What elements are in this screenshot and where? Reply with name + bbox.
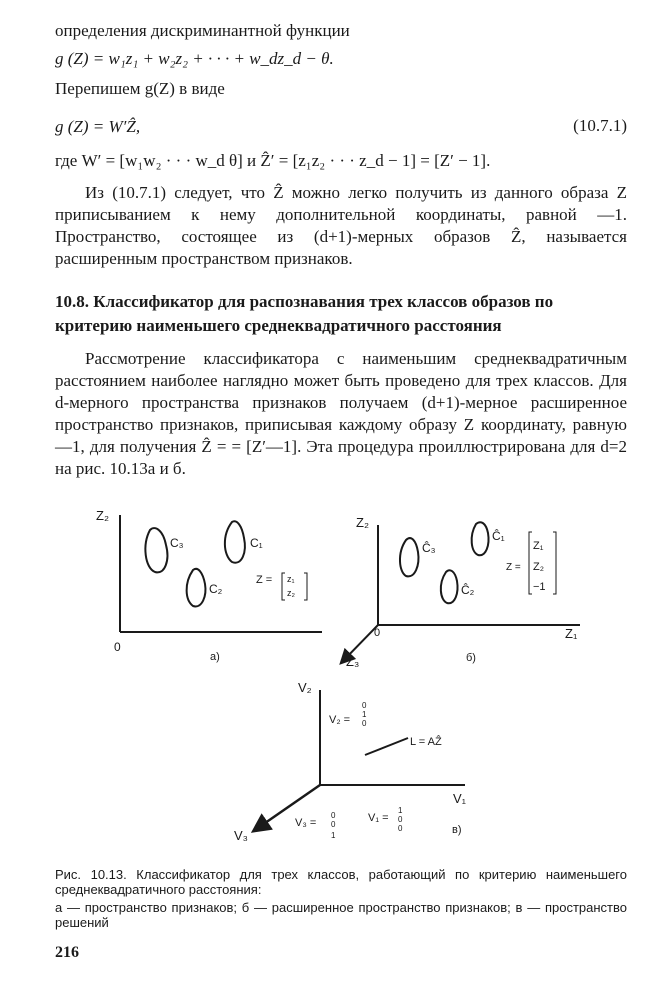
fig-a-bracket-left [282,573,285,600]
paragraph-2: Рассмотрение классификатора с наименьшим среднеквадратичным расстоянием наиболее наглядно может быть проведено для трех классов. Для d-мерного пространства признаков получаем (d+1)-мерное расширенное пространство признаков, приписывая каждому образу Z координату, равную —1, для получения Ẑ = = [Z′—1]. Эта процедура проиллюстрирована для d=2 на рис. 10.13a и б. [55,349,627,478]
equation-g: g (Z) = w₁z₁ + w₂z₂ + · · · + w_dz_d − θ. [55,49,334,68]
fig-a-label-c3: C₃ [170,536,184,550]
fig-b-sublabel: б) [466,652,476,664]
fig-c-axis-x-label: V₁ [453,791,467,806]
fig-b-origin: 0 [374,627,381,639]
fig-a-origin: 0 [114,640,121,654]
figure-c [234,680,467,843]
paragraph-1: Из (10.7.1) следует, что Ẑ можно легко получить из данного образа Z приписыванием к нему дополнительной координаты, равной —1. Пространство, состоящее из (d+1)-мерных образов Ẑ, называется расширенным пространством признаков. [55,183,627,268]
fig-b-label-c3: Ĉ₃ [422,541,436,555]
fig-b-cluster-c2 [441,570,458,603]
fig-b-vector-label: Z = [506,562,521,573]
fig-c-v1-vec-0: 1 [398,806,403,815]
fig-c-axis-z-label: V₃ [234,828,248,843]
fig-c-line-label: L = AẐ [410,736,442,748]
fig-c-v3-label: V₃ = [295,817,317,829]
fig-c-v1-vec-2: 0 [398,824,403,833]
fig-a-cluster-c1 [225,521,245,562]
fig-b-bracket-left [529,532,532,594]
fig-c-v3-vec-1: 0 [331,820,336,829]
section-heading: 10.8. Классификатор для распознавания трех классов образов по критерию наименьшего среднеквадратичного расстояния [55,292,554,335]
fig-b-cluster-c1 [472,522,489,555]
fig-a-bracket-right [304,573,307,600]
fig-c-sublabel: в) [452,824,462,836]
figure-caption-title: Рис. 10.13. Классификатор для трех классов, работающий по критерию наименьшего среднеквадратичного расстояния: [55,867,627,897]
fig-c-axis-y-label: V₂ [298,680,312,695]
fig-c-v3-vec-2: 1 [331,831,336,840]
fig-c-v2-label: V₂ = [329,714,351,726]
fig-c-v2-vec-0: 0 [362,701,367,710]
fig-b-axis-x-label: Z₁ [565,626,578,641]
fig-c-v2-vec-2: 0 [362,719,367,728]
page-number: 216 [55,944,79,961]
fig-b-cluster-c3 [400,538,418,576]
fig-c-v1-label: V₁ = [368,812,389,824]
fig-a-vector-bottom: z₂ [287,588,295,598]
fig-c-decision-line [365,738,408,755]
fig-a-label-c1: C₁ [250,536,263,550]
fig-b-vector-3: −1 [533,581,546,593]
text-line-1: определения дискриминантной функции [55,21,350,40]
fig-a-cluster-c2 [187,569,206,607]
fig-a-vector-top: z₁ [287,574,295,584]
fig-a-vector-label: Z = [256,574,273,586]
fig-b-bracket-right [553,532,556,594]
fig-b-label-c1: Ĉ₁ [492,529,505,543]
fig-a-cluster-c3 [145,528,167,572]
figure-a [96,508,322,663]
equation-10-7-1: g (Z) = W′Ẑ, [55,117,141,136]
figure-b [342,515,580,669]
fig-a-label-c2: C₂ [209,582,223,596]
fig-b-axis-z-label: Z₃ [346,654,360,669]
fig-b-vector-2: Z₂ [533,561,544,573]
fig-a-sublabel: а) [210,651,220,663]
figure-caption-legend: а — пространство признаков; б — расширенное пространство признаков; в — пространство решений [55,900,627,930]
fig-b-label-c2: Ĉ₂ [461,583,475,597]
fig-b-vector-1: Z₁ [533,540,544,552]
text-line-3: Перепишем g(Z) в виде [55,79,225,98]
fig-c-v2-vec-1: 1 [362,710,367,719]
fig-a-axis-y-label: Z₂ [96,508,109,523]
fig-c-v1-vec-1: 0 [398,815,403,824]
text-line-5: где W′ = [w₁w₂ · · · w_d θ] и Ẑ′ = [z₁z₂ · · · z_d − 1] = [Z′ − 1]. [55,151,491,170]
fig-b-axis-y-label: Z₂ [356,515,369,530]
equation-number: (10.7.1) [573,116,627,135]
fig-c-v3-vec-0: 0 [331,811,336,820]
